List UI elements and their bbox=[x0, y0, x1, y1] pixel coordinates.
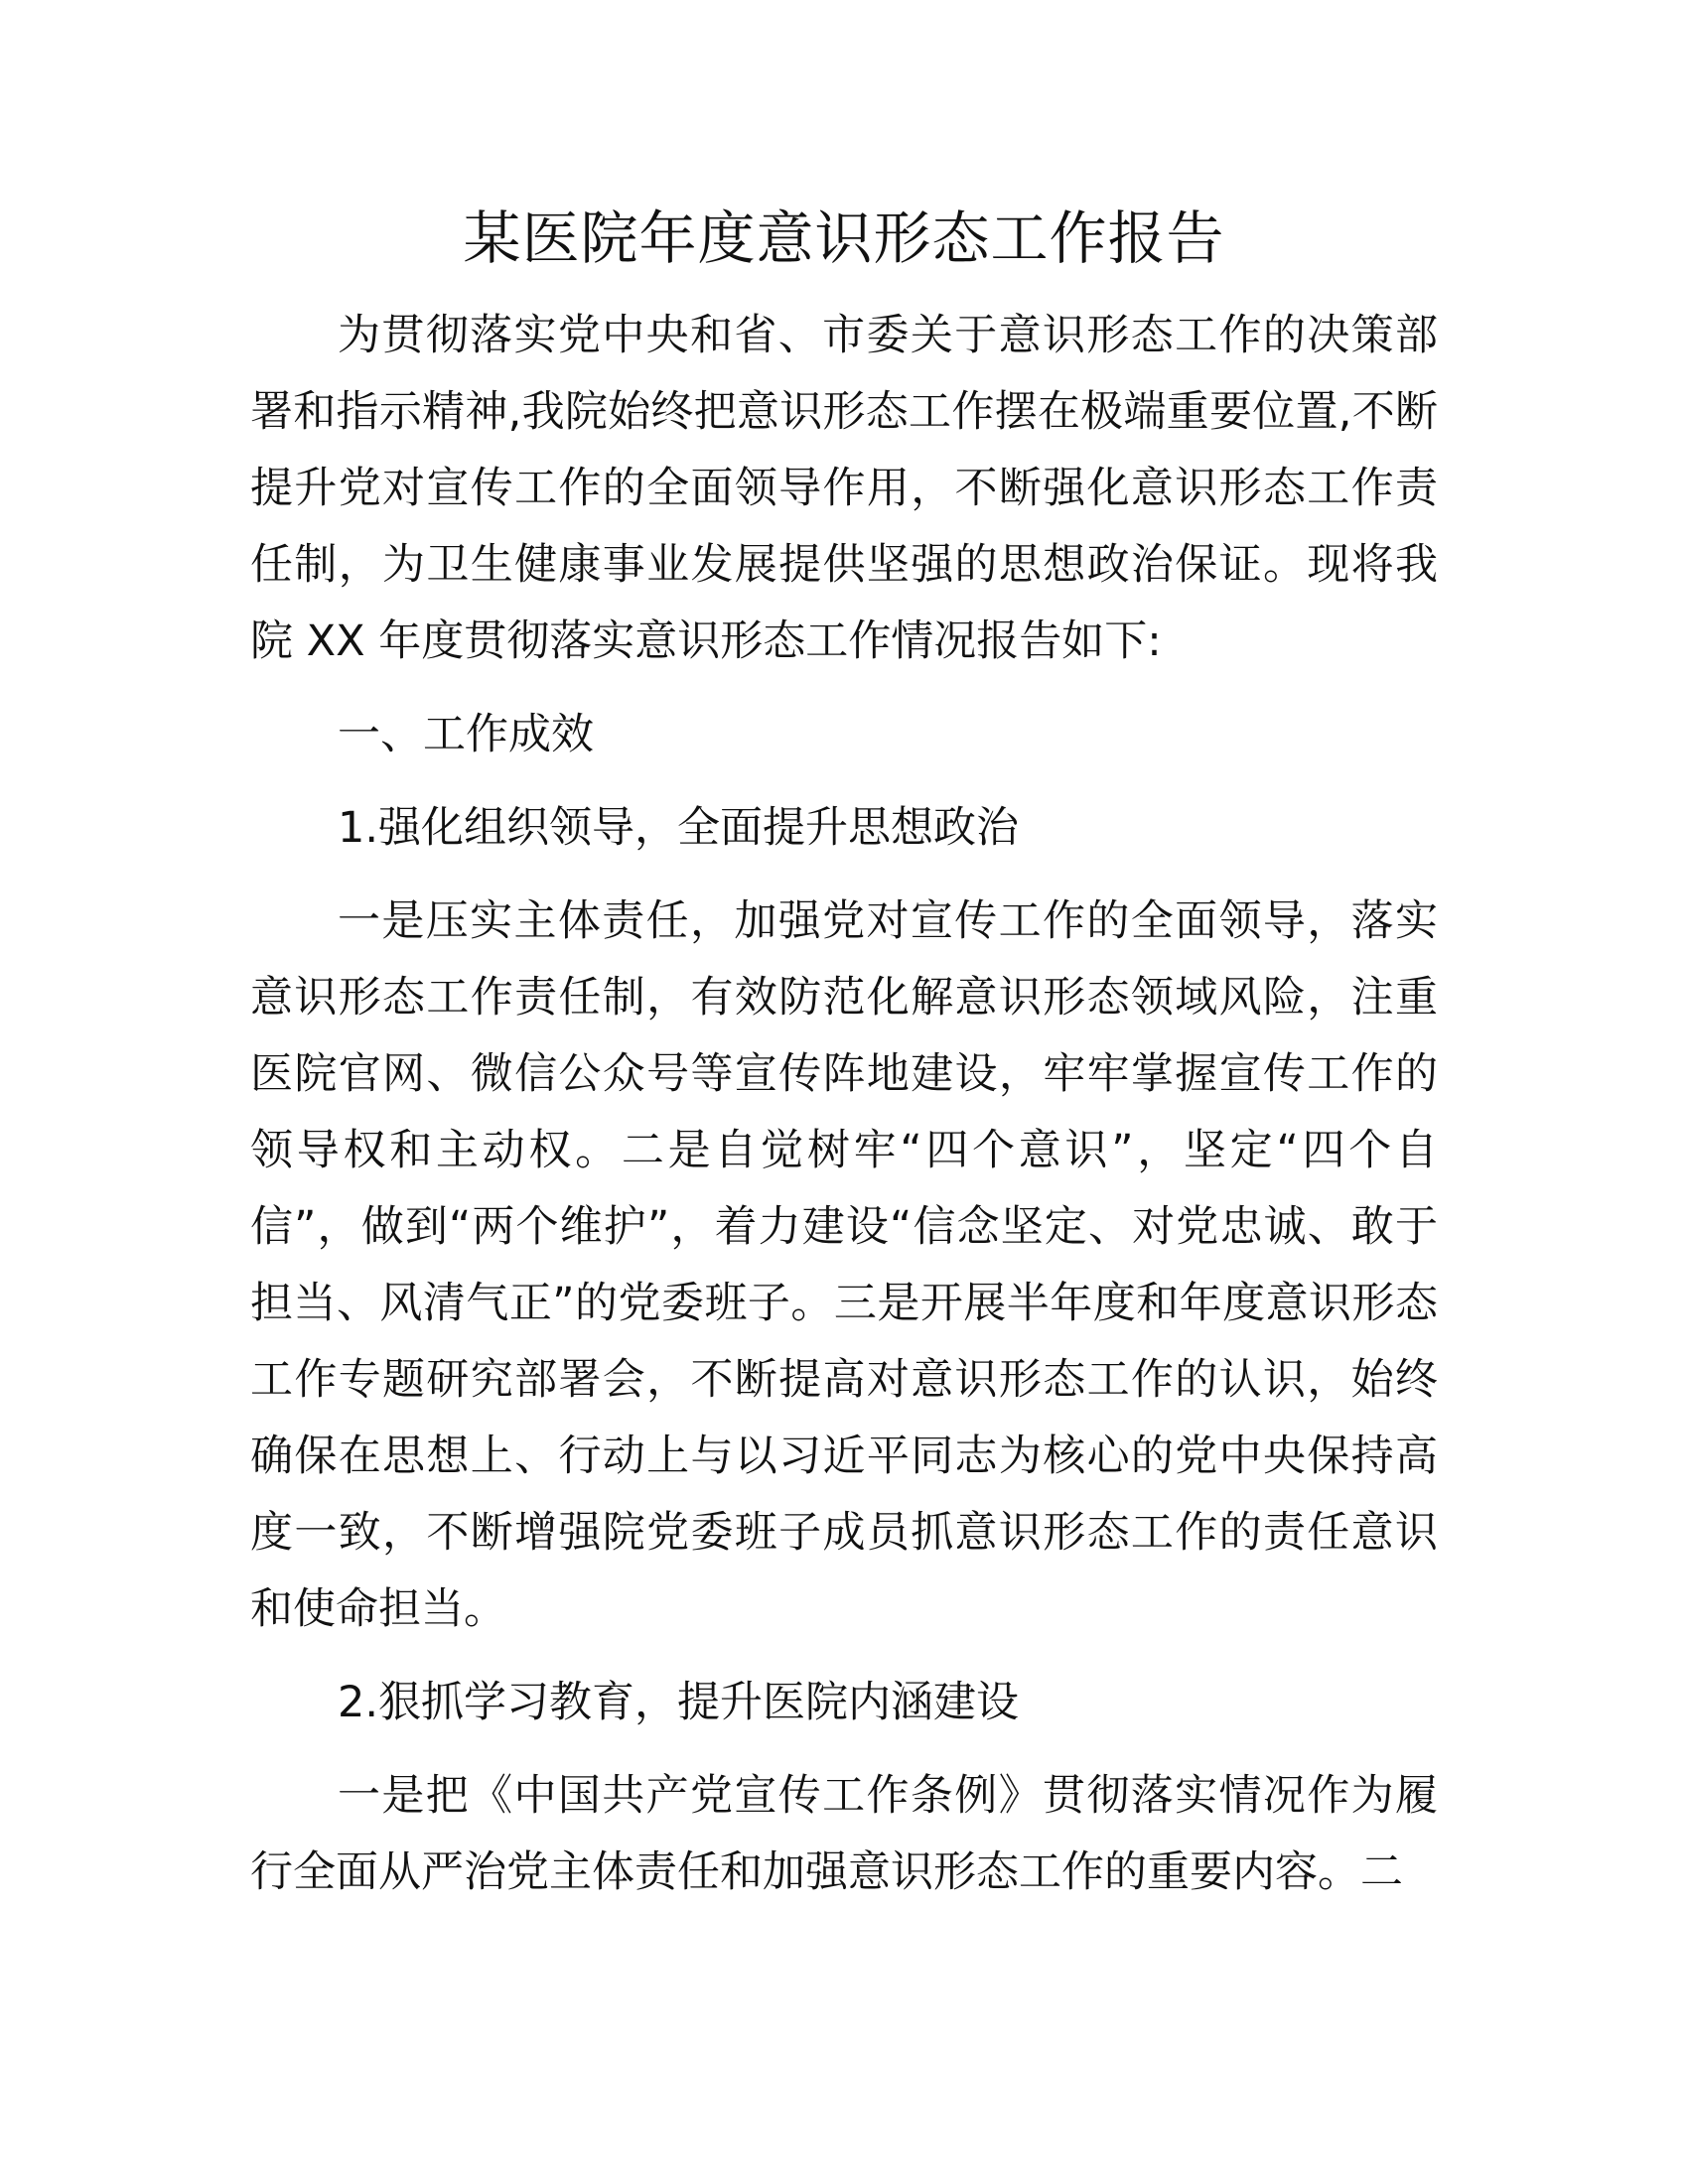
document-title: 某医院年度意识形态工作报告 bbox=[463, 205, 1225, 272]
section-heading-work-results: 一、工作成效 bbox=[338, 710, 594, 759]
subheading-organization-leadership: 1.强化组织领导，全面提升思想政治 bbox=[338, 803, 1020, 853]
intro-paragraph: 为贯彻落实党中央和省、市委关于意识形态工作的决策部署和指示精神,我院始终把意识形态工作摆在极端重要位置,不断提升党对宣传工作的全面领导作用，不断强化意识形态工作责任制，为卫生健康事业发展提供坚强的思想政治保证。现将我院 XX 年度贯彻落实意识形态工作情况报告如下: bbox=[250, 311, 1438, 666]
document-body bbox=[250, 298, 1438, 1928]
paragraph-study-education: 一是把《中国共产党宣传工作条例》贯彻落实情况作为履行全面从严治党主体责任和加强意识形态工作的重要内容。二 bbox=[250, 1771, 1438, 1897]
paragraph-organization-leadership: 一是压实主体责任，加强党对宣传工作的全面领导，落实意识形态工作责任制，有效防范化解意识形态领域风险，注重医院官网、微信公众号等宣传阵地建设，牢牢掌握宣传工作的领导权和主动权。二是自觉树牢“四个意识”，坚定“四个自信”，做到“两个维护”，着力建设“信念坚定、对党忠诚、敢于担当、风清气正”的党委班子。三是开展半年度和年度意识形态工作专题研究部署会，不断提高对意识形态工作的认识，始终确保在思想上、行动上与以习近平同志为核心的党中央保持高度一致，不断增强院党委班子成员抓意识形态工作的责任意识和使命担当。 bbox=[250, 896, 1438, 1634]
subheading-study-education: 2.狠抓学习教育，提升医院内涵建设 bbox=[338, 1678, 1020, 1727]
